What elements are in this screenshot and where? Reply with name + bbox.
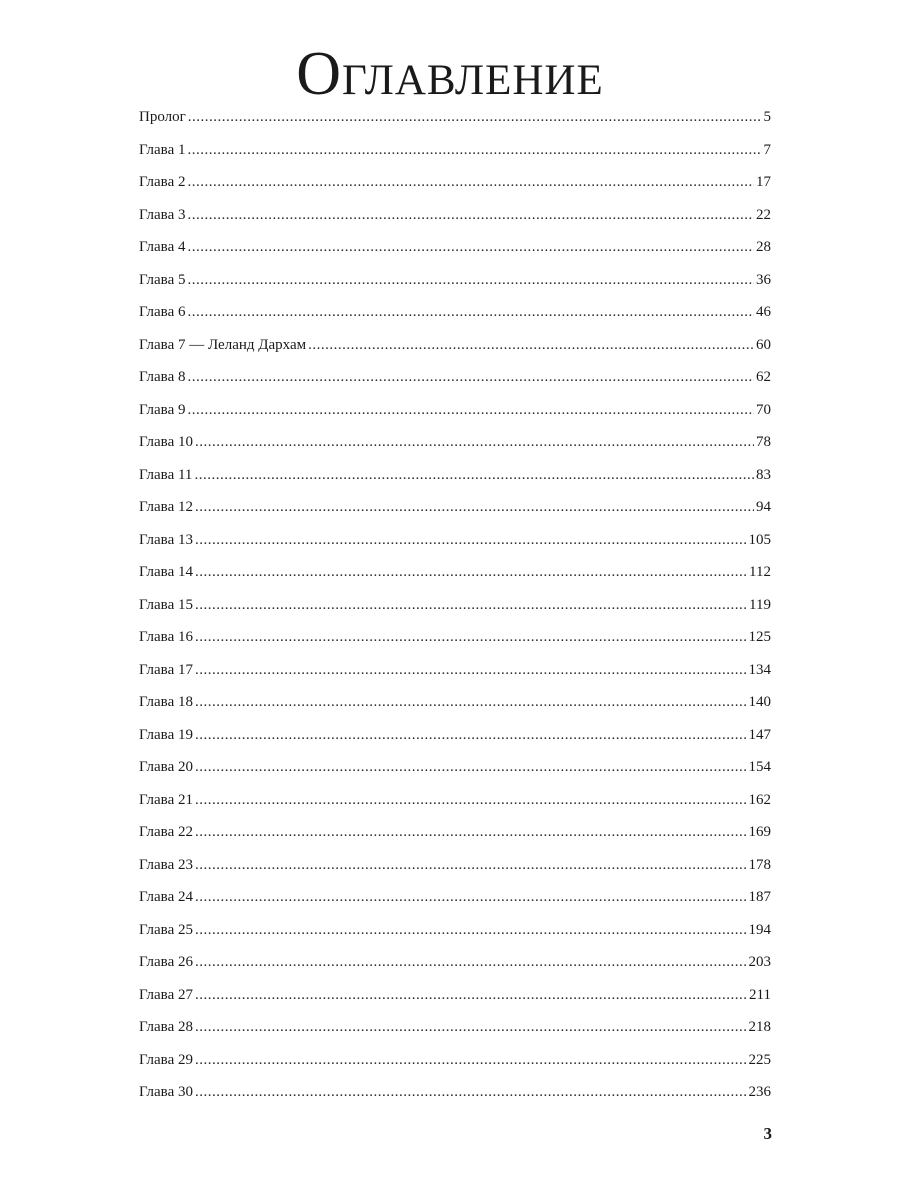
toc-entry-page: 211 (749, 986, 771, 1003)
toc-entry[interactable] (139, 626, 771, 659)
toc-entry[interactable] (139, 1081, 771, 1114)
toc-dot-leader (195, 626, 747, 648)
toc-dot-leader (195, 1081, 747, 1103)
toc-entry[interactable] (139, 984, 771, 1017)
toc-dot-leader (195, 789, 747, 811)
toc-dot-leader (187, 171, 754, 193)
toc-dot-leader (187, 236, 754, 258)
toc-dot-leader (194, 464, 754, 486)
toc-dot-leader (195, 431, 754, 453)
toc-entry-page: 7 (763, 141, 771, 158)
toc-entry-label: Глава 12 (139, 499, 193, 515)
toc-dot-leader (195, 529, 747, 551)
toc-entry-page: 194 (748, 921, 771, 938)
toc-entry-label: Глава 7 — Леланд Дархам (139, 336, 307, 353)
toc-entry[interactable] (139, 691, 771, 724)
toc-entry[interactable] (139, 594, 771, 627)
toc-entry[interactable] (139, 496, 771, 529)
toc-entry-page: 112 (749, 564, 771, 580)
toc-entry[interactable] (139, 399, 771, 432)
toc-entry-page: 22 (756, 206, 771, 223)
toc-entry-page: 236 (748, 1084, 771, 1100)
toc-entry[interactable] (139, 269, 771, 302)
toc-entry-label: Глава 16 (139, 629, 193, 645)
toc-entry[interactable] (139, 724, 771, 757)
toc-entry-label: Глава 29 (139, 1051, 193, 1068)
toc-entry[interactable] (139, 204, 771, 237)
toc-dot-leader (195, 659, 747, 681)
toc-entry-label: Глава 3 (139, 206, 186, 223)
toc-entry-page: 60 (756, 336, 771, 353)
toc-dot-leader (187, 204, 754, 226)
toc-entry-label: Глава 22 (139, 824, 193, 840)
toc-entry-label: Глава 25 (139, 921, 193, 938)
toc-entry-page: 203 (748, 954, 771, 970)
toc-entry[interactable] (139, 334, 771, 367)
page-title: Оглавление (296, 40, 604, 108)
toc-entry-label: Глава 13 (139, 531, 193, 548)
toc-entry[interactable] (139, 431, 771, 464)
toc-entry-label: Глава 4 (139, 239, 186, 255)
toc-entry-label: Глава 14 (139, 564, 193, 580)
toc-entry-page: 62 (756, 369, 771, 385)
toc-dot-leader (187, 301, 754, 323)
toc-dot-leader (195, 854, 747, 876)
toc-entry-label: Глава 2 (139, 174, 186, 190)
toc-entry[interactable] (139, 106, 771, 139)
toc-dot-leader (308, 334, 754, 356)
table-of-contents (139, 106, 771, 1114)
toc-entry-page: 154 (748, 759, 771, 775)
toc-entry-page: 17 (756, 174, 771, 190)
toc-entry[interactable] (139, 659, 771, 692)
toc-entry[interactable] (139, 854, 771, 887)
toc-entry-label: Глава 26 (139, 954, 193, 970)
toc-dot-leader (195, 919, 747, 941)
toc-dot-leader (195, 756, 747, 778)
toc-entry-page: 105 (748, 531, 771, 548)
toc-entry[interactable] (139, 561, 771, 594)
toc-entry-page: 70 (756, 401, 771, 418)
toc-entry[interactable] (139, 951, 771, 984)
toc-entry-page: 94 (756, 499, 771, 515)
toc-entry-label: Глава 15 (139, 596, 193, 613)
toc-entry-label: Глава 8 (139, 369, 186, 385)
toc-entry[interactable] (139, 886, 771, 919)
toc-entry[interactable] (139, 301, 771, 334)
toc-entry-label: Глава 5 (139, 271, 186, 288)
toc-entry-page: 147 (748, 726, 771, 743)
toc-entry-label: Глава 19 (139, 726, 193, 743)
toc-entry-label: Глава 11 (139, 466, 193, 483)
toc-dot-leader (195, 1016, 747, 1038)
toc-dot-leader (195, 1049, 747, 1071)
toc-entry-page: 36 (756, 271, 771, 288)
toc-entry[interactable] (139, 529, 771, 562)
toc-dot-leader (195, 951, 747, 973)
toc-entry-page: 225 (748, 1051, 771, 1068)
toc-entry-page: 218 (748, 1019, 771, 1035)
toc-dot-leader (187, 399, 754, 421)
toc-entry[interactable] (139, 919, 771, 952)
toc-entry-label: Глава 17 (139, 661, 193, 678)
toc-dot-leader (188, 106, 762, 128)
toc-dot-leader (195, 886, 747, 908)
toc-entry-page: 162 (748, 791, 771, 808)
toc-entry-label: Глава 27 (139, 986, 193, 1003)
toc-entry-page: 46 (756, 304, 771, 320)
toc-entry-page: 119 (749, 596, 771, 613)
toc-entry-label: Глава 18 (139, 694, 193, 710)
toc-entry-label: Глава 28 (139, 1019, 193, 1035)
toc-dot-leader (195, 561, 747, 583)
toc-entry-label: Глава 30 (139, 1084, 193, 1100)
toc-entry[interactable] (139, 171, 771, 204)
toc-dot-leader (195, 984, 747, 1006)
toc-dot-leader (195, 724, 747, 746)
toc-entry-label: Глава 6 (139, 304, 186, 320)
toc-dot-leader (195, 496, 754, 518)
toc-entry[interactable] (139, 756, 771, 789)
toc-entry[interactable] (139, 1016, 771, 1049)
toc-entry-label: Глава 24 (139, 889, 193, 905)
toc-entry-page: 169 (748, 824, 771, 840)
toc-entry-label: Глава 21 (139, 791, 193, 808)
toc-entry-page: 134 (748, 661, 771, 678)
toc-entry-page: 28 (756, 239, 771, 255)
toc-entry-label: Глава 10 (139, 434, 193, 450)
toc-entry-page: 140 (748, 694, 771, 710)
toc-dot-leader (195, 821, 747, 843)
toc-entry[interactable] (139, 139, 771, 172)
toc-entry-label: Глава 1 (139, 141, 186, 158)
toc-entry-label: Пролог (139, 109, 186, 125)
toc-entry-label: Глава 9 (139, 401, 186, 418)
toc-dot-leader (187, 269, 754, 291)
page-number: 3 (763, 1124, 772, 1143)
toc-entry-label: Глава 20 (139, 759, 193, 775)
toc-dot-leader (187, 366, 754, 388)
toc-entry[interactable] (139, 821, 771, 854)
toc-dot-leader (195, 691, 747, 713)
toc-entry[interactable] (139, 1049, 771, 1082)
toc-entry[interactable] (139, 366, 771, 399)
toc-entry-page: 5 (763, 109, 771, 125)
toc-entry-page: 125 (748, 629, 771, 645)
toc-entry[interactable] (139, 236, 771, 269)
toc-entry[interactable] (139, 789, 771, 822)
toc-entry-page: 187 (748, 889, 771, 905)
toc-entry-page: 178 (748, 856, 771, 873)
toc-entry[interactable] (139, 464, 771, 497)
toc-dot-leader (187, 139, 761, 161)
toc-entry-page: 83 (756, 466, 771, 483)
toc-entry-page: 78 (756, 434, 771, 450)
toc-entry-label: Глава 23 (139, 856, 193, 873)
toc-dot-leader (195, 594, 747, 616)
